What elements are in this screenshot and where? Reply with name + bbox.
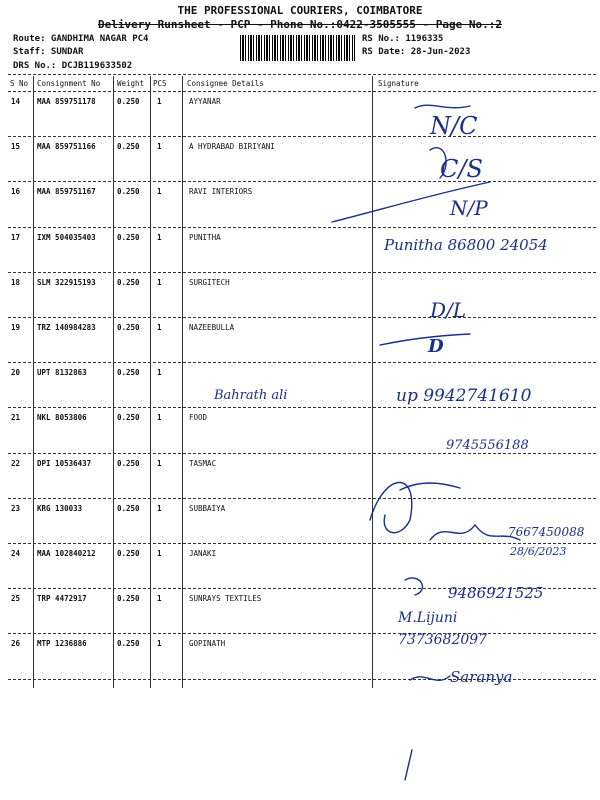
handwritten-note: Saranya [450,668,513,686]
col-header-weight: Weight [117,79,145,88]
row-weight: 0.250 [117,413,140,423]
row-pcs: 1 [157,413,162,423]
drs-number: DRS No.: DCJB119633502 [13,61,133,71]
row-sno: 16 [11,187,21,197]
row-weight: 0.250 [117,187,140,197]
row-sno: 14 [11,97,21,106]
row-sno: 23 [11,503,21,513]
row-pcs: 1 [157,549,162,558]
row-consignee: A HYDRABAD BIRIYANI [189,142,275,152]
row-pcs: 1 [157,639,162,649]
row-sno: 25 [11,594,21,604]
row-pcs: 1 [157,187,162,197]
row-weight: 0.250 [117,549,140,558]
row-consignment-no: TRP 4472917 [37,594,87,604]
row-weight: 0.250 [117,458,140,468]
handwritten-note: C/S [440,155,483,183]
rs-date: RS Date: 28-Jun-2023 [362,47,471,57]
row-consignment-no: NKL 8053806 [37,413,87,423]
row-weight: 0.250 [117,368,140,378]
row-sno: 26 [11,639,21,649]
staff-label: Staff: SUNDAR [13,47,84,57]
handwritten-note: D/L [430,298,467,322]
row-pcs: 1 [157,277,162,287]
row-pcs: 1 [157,503,162,513]
row-weight: 0.250 [117,594,140,604]
row-consignment-no: IXM 504035403 [37,232,96,242]
row-consignee: SUBBAIYA [189,503,226,513]
handwritten-note: up 9942741610 [396,386,532,406]
rs-number: RS No.: 1196335 [362,34,444,44]
row-pcs: 1 [157,368,162,378]
handwritten-note: N/P [450,196,488,220]
handwritten-note: 28/6/2023 [510,545,567,558]
handwritten-note: Punitha 86800 24054 [384,236,548,254]
row-weight: 0.250 [117,277,140,287]
row-sno: 24 [11,549,21,558]
handwritten-note: N/C [430,112,478,140]
row-weight: 0.250 [117,639,140,649]
handwritten-note: 7667450088 [508,525,585,539]
row-consignee: PUNITHA [189,232,221,242]
row-consignee: AYYANAR [189,97,221,106]
row-consignment-no: SLM 322915193 [37,277,96,287]
handwritten-note: M.Lijuni [398,610,458,626]
row-pcs: 1 [157,594,162,604]
row-sno: 19 [11,323,21,332]
row-consignment-no: UPT 8132863 [37,368,87,378]
row-sno: 17 [11,232,21,242]
row-sno: 22 [11,458,21,468]
col-header-sno: S No [10,79,29,88]
row-consignment-no: MTP 1236886 [37,639,87,649]
row-pcs: 1 [157,458,162,468]
row-consignment-no: DPI 10536437 [37,458,92,468]
row-sno: 20 [11,368,21,378]
row-consignee: FOOD [189,413,208,423]
runsheet-subtitle: Delivery Runsheet - PCP - Phone No.:0422-3505555 - Page No.:2 [98,18,502,31]
row-consignee: NAZEEBULLA [189,323,235,332]
row-pcs: 1 [157,232,162,242]
row-weight: 0.250 [117,503,140,513]
row-consignment-no: MAA 859751178 [37,97,96,106]
col-header-signature: Signature [378,79,419,88]
row-sno: 18 [11,277,21,287]
row-consignee: GOPINATH [189,639,226,649]
handwritten-note: 9486921525 [448,584,544,602]
col-header-consignee: Consignee Details [187,79,264,88]
row-consignee: SUNRAYS TEXTILES [189,594,262,604]
row-consignment-no: MAA 102840212 [37,549,96,558]
row-consignee: TASMAC [189,458,217,468]
row-sno: 15 [11,142,21,152]
row-consignee: SURGITECH [189,277,230,287]
col-header-consignment: Consignment No [37,79,101,88]
col-header-pcs: PCS [153,79,167,88]
row-consignee: RAVI INTERIORS [189,187,253,197]
row-sno: 21 [11,413,21,423]
row-consignment-no: TRZ 140984283 [37,323,96,332]
handwritten-note: 9745556188 [446,438,529,453]
handwritten-note: Bahrath ali [214,388,288,403]
row-pcs: 1 [157,97,162,106]
handwritten-note: 7373682097 [398,632,488,648]
row-pcs: 1 [157,142,162,152]
row-weight: 0.250 [117,232,140,242]
route-label: Route: GANDHIMA NAGAR PC4 [13,34,149,44]
row-consignment-no: MAA 859751166 [37,142,96,152]
row-consignment-no: KRG 130033 [37,503,83,513]
row-weight: 0.250 [117,97,140,106]
row-consignee: JANAKI [189,549,217,558]
company-title: THE PROFESSIONAL COURIERS, COIMBATORE [177,4,423,17]
handwritten-mark: D [428,336,444,357]
row-pcs: 1 [157,323,162,332]
row-weight: 0.250 [117,323,140,332]
row-weight: 0.250 [117,142,140,152]
row-consignment-no: MAA 859751167 [37,187,96,197]
